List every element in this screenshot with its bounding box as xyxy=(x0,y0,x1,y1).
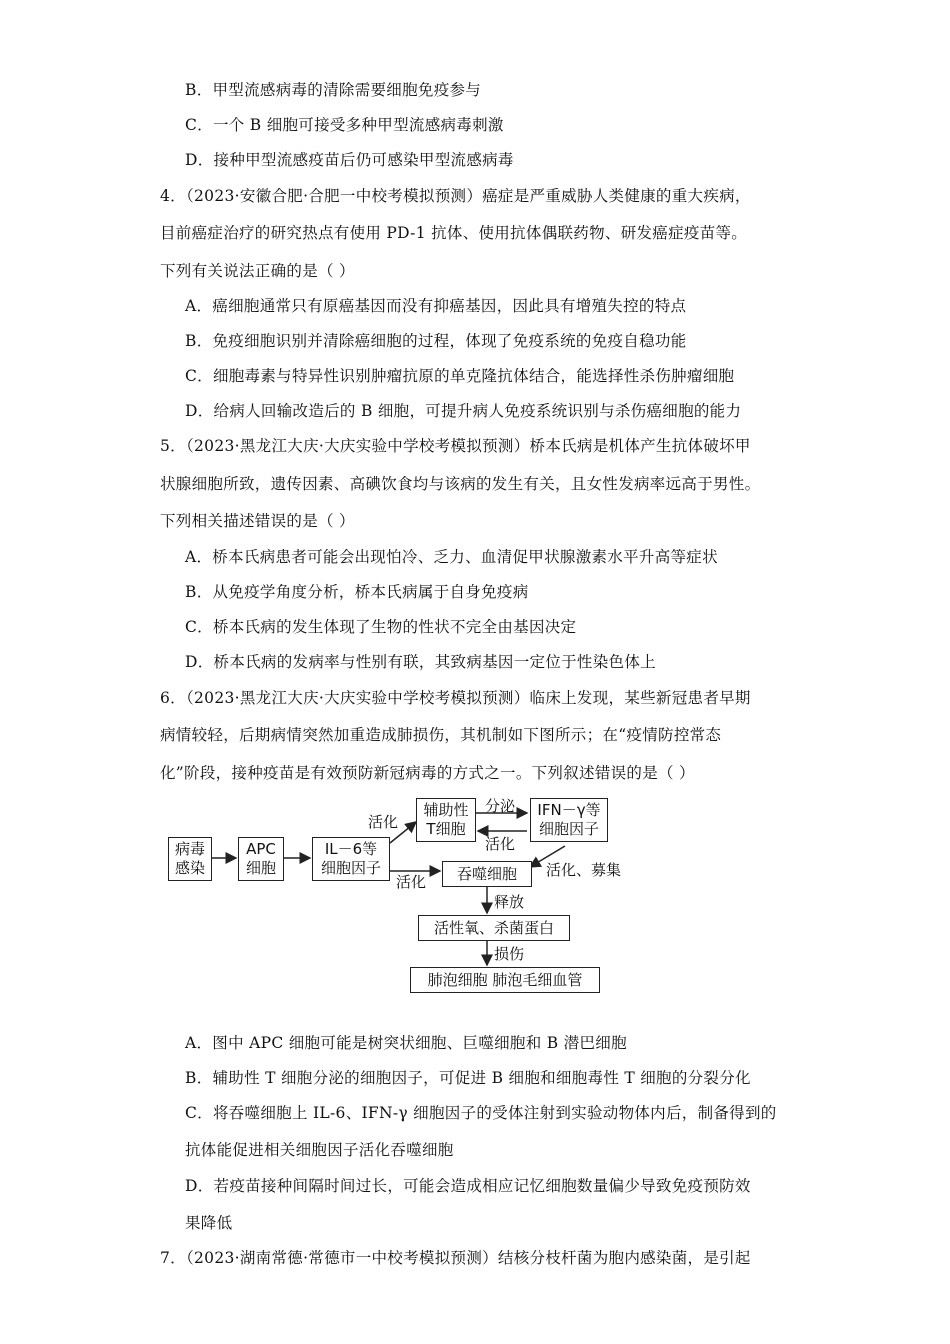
q5-stem-line2: 状腺细胞所致，遗传因素、高碘饮食均与该病的发生有关，且女性发病率远高于男性。 xyxy=(160,475,761,493)
label-damage: 损伤 xyxy=(494,945,525,963)
helper-t-line2: T细胞 xyxy=(426,820,466,838)
q5-option-c: C．桥本氏病的发生体现了生物的性状不完全由基因决定 xyxy=(185,618,577,636)
phagocyte-box xyxy=(442,861,532,887)
q4-stem-line1: 4．（2023·安徽合肥·合肥一中校考模拟预测）癌症是严重威胁人类健康的重大疾病， xyxy=(160,187,751,205)
virus-line1: 病毒 xyxy=(174,840,205,858)
q6-stem-line3: 化”阶段，接种疫苗是有效预防新冠病毒的方式之一。下列叙述错误的是（ ） xyxy=(160,764,695,782)
ros-box xyxy=(418,915,570,941)
lung-label: 肺泡细胞 肺泡毛细血管 xyxy=(427,970,583,989)
mechanism-diagram xyxy=(160,795,640,1000)
q7-stem-line1: 7．（2023·湖南常德·常德市一中校考模拟预测）结核分枝杆菌为胞内感染菌，是引起 xyxy=(160,1249,751,1267)
q6-option-c-line2: 抗体能促进相关细胞因子活化吞噬细胞 xyxy=(185,1141,454,1159)
q4-option-b: B．免疫细胞识别并清除癌细胞的过程，体现了免疫系统的免疫自稳功能 xyxy=(185,332,687,350)
q3-option-b: B．甲型流感病毒的清除需要细胞免疫参与 xyxy=(185,81,482,99)
label-release: 释放 xyxy=(494,893,525,911)
apc-box xyxy=(238,837,284,881)
il6-cytokine-box xyxy=(312,837,390,881)
label-activate-th-feedback: 活化 xyxy=(485,835,516,853)
ifn-line1: IFN－γ等 xyxy=(537,801,601,819)
q5-option-a: A．桥本氏病患者可能会出现怕冷、乏力、血清促甲状腺激素水平升高等症状 xyxy=(185,548,718,566)
q6-option-c-line1: C．将吞噬细胞上 IL-6、IFN-γ 细胞因子的受体注射到实验动物体内后，制备得到的 xyxy=(185,1104,777,1122)
q4-stem-line3: 下列有关说法正确的是（ ） xyxy=(160,262,355,280)
label-secrete: 分泌 xyxy=(485,797,516,815)
helper-t-line1: 辅助性 xyxy=(423,801,469,819)
q5-stem-line3: 下列相关描述错误的是（ ） xyxy=(160,512,355,530)
virus-line2: 感染 xyxy=(174,859,205,877)
virus-infection-box xyxy=(168,837,212,881)
ifn-cytokine-box xyxy=(530,798,608,842)
q5-stem-line1: 5．（2023·黑龙江大庆·大庆实验中学校考模拟预测）桥本氏病是机体产生抗体破坏甲 xyxy=(160,437,751,455)
q3-option-c: C．一个 B 细胞可接受多种甲型流感病毒刺激 xyxy=(185,116,504,134)
label-activate-gather: 活化、募集 xyxy=(546,861,622,879)
apc-line1: APC xyxy=(246,840,276,858)
apc-line2: 细胞 xyxy=(245,859,276,877)
q4-option-a: A．癌细胞通常只有原癌基因而没有抑癌基因，因此具有增殖失控的特点 xyxy=(185,297,687,315)
q6-stem-line1: 6．（2023·黑龙江大庆·大庆实验中学校考模拟预测）临床上发现，某些新冠患者早期 xyxy=(160,689,751,707)
helper-t-cell-box xyxy=(416,798,476,842)
il6-line1: IL－6等 xyxy=(324,840,378,858)
q3-option-d: D．接种甲型流感疫苗后仍可感染甲型流感病毒 xyxy=(185,151,514,169)
q4-option-c: C．细胞毒素与特异性识别肿瘤抗原的单克隆抗体结合，能选择性杀伤肿瘤细胞 xyxy=(185,367,735,385)
label-activate-phagocyte: 活化 xyxy=(396,873,427,891)
lung-box xyxy=(410,967,600,993)
q6-option-d-line2: 果降低 xyxy=(185,1214,233,1232)
phagocyte-label: 吞噬细胞 xyxy=(456,864,517,883)
q4-stem-line2: 目前癌症治疗的研究热点有使用 PD-1 抗体、使用抗体偶联药物、研发癌症疫苗等。 xyxy=(160,224,748,242)
q6-option-b: B．辅助性 T 细胞分泌的细胞因子，可促进 B 细胞和细胞毒性 T 细胞的分裂分化 xyxy=(185,1069,751,1087)
q6-option-d-line1: D．若疫苗接种间隔时间过长，可能会造成相应记忆细胞数量偏少导致免疫预防效 xyxy=(185,1177,751,1195)
q6-stem-line2: 病情较轻，后期病情突然加重造成肺损伤，其机制如下图所示；在“疫情防控常态 xyxy=(160,726,722,744)
il6-line2: 细胞因子 xyxy=(320,859,381,877)
ros-label: 活性氧、杀菌蛋白 xyxy=(433,918,554,937)
ifn-line2: 细胞因子 xyxy=(538,820,599,838)
q4-option-d: D．给病人回输改造后的 B 细胞，可提升病人免疫系统识别与杀伤癌细胞的能力 xyxy=(185,402,742,420)
q5-option-b: B．从免疫学角度分析，桥本氏病属于自身免疫病 xyxy=(185,583,529,601)
q5-option-d: D．桥本氏病的发病率与性别有联，其致病基因一定位于性染色体上 xyxy=(185,653,656,671)
q6-option-a: A．图中 APC 细胞可能是树突状细胞、巨噬细胞和 B 潜巴细胞 xyxy=(185,1034,627,1052)
label-activate-th: 活化 xyxy=(368,813,399,831)
